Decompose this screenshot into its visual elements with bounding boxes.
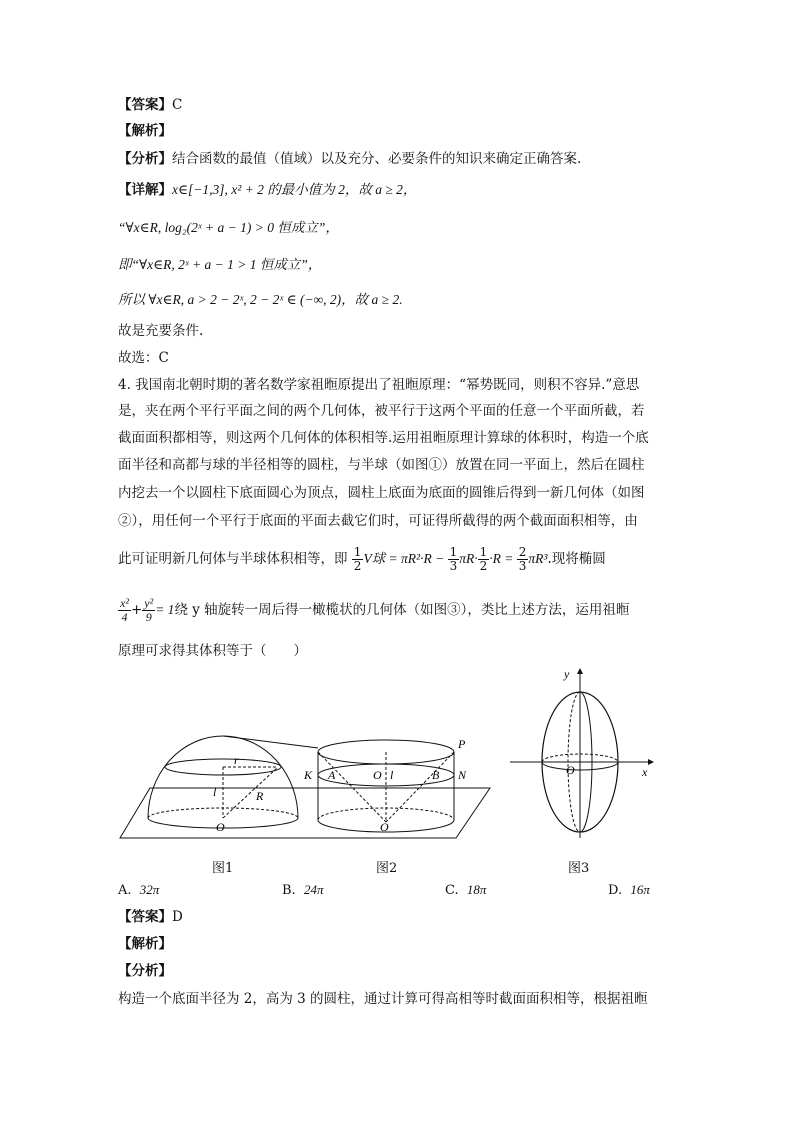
q3-answer-line [118, 95, 182, 115]
q4-stem-line1: 4. 我国南北朝时期的著名数学家祖暅原提出了祖暅原理：“幂势既同，则积不容异.”意思 [118, 377, 640, 393]
fig2-label-K: K [304, 768, 313, 782]
q4-stem-line6: ②），用任何一个平行于底面的平面去截它们时，可证得所截得的两个截面面积相等，由 [118, 513, 638, 529]
fig1-label-R: R [256, 789, 264, 803]
fig2-label-l: l [390, 768, 394, 782]
fig2-caption: 图2 [376, 861, 398, 876]
fig3-caption: 图3 [568, 861, 590, 876]
figure-1-2 [118, 700, 498, 848]
fraction: $\frac{2}{3}$ [518, 545, 527, 573]
q4-stem-line8: $\frac{\text{x²}}{4}$ + $\frac{\text{y²}}{9}$ = 1绕 y 轴旋转一周后得一橄榄状的几何体（如图③），类比上述方法，运用祖暅 [120, 596, 630, 624]
fraction: $\frac{1}{2}$ [353, 545, 362, 573]
q3-detail-line4: 所以 ∀x∈R, a > 2 − 2ˣ, 2 − 2ˣ ∈ (−∞, 2)，故 a ≥ 2. [118, 292, 403, 307]
fraction: $\frac{1}{3}$ [449, 545, 458, 573]
fraction: $\frac{\text{y²}}{9}$ [144, 596, 154, 624]
fig2-label-N: N [458, 768, 467, 782]
option-a: A. 32π [118, 882, 160, 898]
fig3-label-y: y [564, 667, 570, 681]
fraction: $\frac{\text{x²}}{4}$ [120, 596, 129, 624]
q3-choice: 故选：C [118, 350, 169, 366]
fig1-caption: 图1 [212, 861, 234, 876]
q3-detail-line1: 【详解】x∈[−1,3], x² + 2 的最小值为 2，故 a ≥ 2， [118, 182, 417, 198]
q4-fenxi-label: 【分析】 [118, 963, 172, 979]
y-arrow [577, 668, 583, 674]
fig2-label-A: A [328, 768, 336, 782]
fig1-label-l: l [213, 785, 217, 799]
q4-stem-line2: 是，夹在两个平行平面之间的两个几何体，被平行于这两个平面的任意一个平面所截，若 [118, 403, 645, 419]
option-d: D. 16π [608, 882, 650, 898]
fig3-label-O: O [566, 763, 575, 777]
option-b: B. 24π [282, 882, 324, 898]
base-plane [120, 788, 490, 838]
answer-label: 【答案】 [118, 97, 172, 113]
fig1-label-r: r [234, 753, 239, 767]
q4-analysis-label: 【解析】 [118, 936, 172, 952]
q4-stem-line7: 此可证明新几何体与半球体积相等，即 $\frac{1}{2}$ V球 = πR²·R − $\frac{1}{3}$ πR· $\frac{1}{2}$ ·R = $\frac{2}{3}$ πR³.现将椭圆 [118, 545, 606, 573]
fig2-label-B: B [432, 768, 440, 782]
fig3-label-x: x [642, 765, 648, 779]
fraction: $\frac{1}{2}$ [479, 545, 488, 573]
fig2-label-P: P [458, 737, 466, 751]
q4-answer-line: 【答案】D [118, 909, 183, 925]
q3-analysis-label: 【解析】 [118, 123, 172, 139]
q4-stem-line5: 内挖去一个以圆柱下底面圆心为顶点，圆柱上底面为底面的圆锥后得到一新几何体（如图 [118, 485, 645, 501]
q3-detail-line3: 即“∀x∈R, 2ˣ + a − 1 > 1 恒成立”， [118, 257, 322, 272]
option-c: C. 18π [445, 882, 487, 898]
fig2-label-O: O [380, 820, 389, 834]
q3-detail-line2: “∀x∈R, log₂(2ˣ + a − 1) > 0 恒成立”， [118, 220, 339, 235]
q3-conclusion: 故是充要条件. [118, 323, 204, 339]
figure-3 [508, 664, 658, 840]
fig2-label-O1: O [373, 768, 382, 782]
answer-value: C [172, 97, 183, 113]
fig1-label-O: O [216, 820, 225, 834]
q4-fenxi-text: 构造一个底面半径为 2，高为 3 的圆柱，通过计算可得高相等时截面面积相等，根据祖暅 [118, 991, 648, 1007]
x-arrow [648, 759, 654, 765]
q3-fenxi-line [118, 149, 581, 169]
fenxi-text: 结合函数的最值（值域）以及充分、必要条件的知识来确定正确答案. [172, 151, 582, 167]
q4-stem-line3: 截面面积都相等，则这两个几何体的体积相等.运用祖暅原理计算球的体积时，构造一个底 [118, 430, 649, 446]
q4-stem-line4: 面半径和高都与球的半径相等的圆柱，与半球（如图①）放置在同一平面上，然后在圆柱 [118, 457, 645, 473]
detail-label: 【详解】 [118, 182, 172, 198]
guide-line [223, 736, 318, 748]
fenxi-label: 【分析】 [118, 151, 172, 167]
q4-stem-line9: 原理可求得其体积等于（ ） [118, 643, 307, 659]
